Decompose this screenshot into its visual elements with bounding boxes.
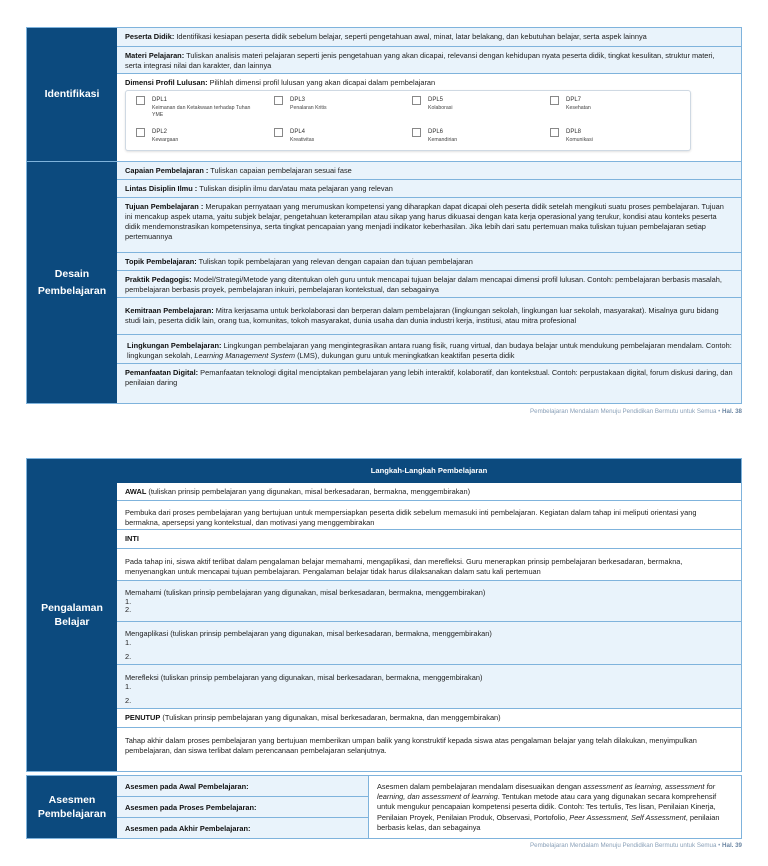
page-number: Hal. 38 <box>722 408 742 415</box>
pengalaman-label: Pengalaman Belajar <box>27 459 117 771</box>
memahami-row: Memahami (tuliskan prinsip pembelajaran yang digunakan, misal berkesadaran, bermakna, menggembirakan) 1. 2. <box>117 581 741 622</box>
dimensi-profil-row: Dimensi Profil Lulusan: Pilihlah dimensi profil lulusan yang akan dicapai dalam pembelajaran DPL1 Keimanan dan Ketakwaan terhadap Tuhan YME DPL3 Penalaran Kritis DPL5 Kolaborasi DPL7 Kesehatan DPL2 Kewargaan DPL4 Kreativitas DPL6 Kemandirian DPL8 Komunikasi <box>117 74 741 162</box>
desain-label: Desain Pembelajaran <box>27 162 117 403</box>
inti-desc-row: Pada tahap ini, siswa aktif terlibat dalam pengalaman belajar memahami, mengaplikasi, dan merefleksi. Guru menerapkan prinsip pembelajaran berkesadaran, bermakna, menyenangkan untuk mencapai tujuan pembelajaran. Pengalaman belajar tidak harus dilaksanakan dalam satu kali pertemuan <box>117 549 741 581</box>
langkah-header: Langkah-Langkah Pembelajaran <box>117 459 741 483</box>
asesmen-awal-row: Asesmen pada Awal Pembelajaran: <box>117 776 368 797</box>
asesmen-table <box>26 775 742 839</box>
pemanfaatan-digital-row: Pemanfaatan Digital: Pemanfaatan teknologi digital menciptakan pembelajaran yang lebih interaktif, kolaboratif, dan kontekstual. Contoh: perpustakaan digital, forum diskusi daring, dan penilaian daring <box>117 364 741 403</box>
dpl7-checkbox[interactable] <box>550 96 559 105</box>
dpl1-checkbox[interactable] <box>136 96 145 105</box>
identifikasi-table <box>26 27 742 162</box>
merefleksi-row: Merefleksi (tuliskan prinsip pembelajaran yang digunakan, misal berkesadaran, bermakna, menggembirakan) 1. 2. <box>117 665 741 709</box>
peserta-didik-row: Peserta Didik: Identifikasi kesiapan peserta didik sebelum belajar, seperti pengetahuan awal, minat, latar belakang, dan kebutuhan belajar, serta aspek lainnya <box>117 28 741 47</box>
dpl4-checkbox[interactable] <box>274 128 283 137</box>
kemitraan-row: Kemitraan Pembelajaran: Mitra kerjasama untuk berkolaborasi dan berperan dalam pembelajaran (lingkungan sekolah, lingkungan luar sekolah, masyarakat). Misalnya guru bidang studi lain, peserta didik lain, orang tua, komunitas, tokoh masyarakat, dunia usaha dan dunia industri kerja, institusi, atau mitra profesional <box>117 298 741 335</box>
dpl3-checkbox[interactable] <box>274 96 283 105</box>
page-number: Hal. 39 <box>722 842 742 849</box>
asesmen-label: Asesmen Pembelajaran <box>27 776 117 838</box>
pengalaman-table <box>26 458 742 772</box>
dpl-checkbox-panel: DPL1 Keimanan dan Ketakwaan terhadap Tuhan YME DPL3 Penalaran Kritis DPL5 Kolaborasi DPL7 Kesehatan DPL2 Kewargaan DPL4 Kreativitas DPL6 Kemandirian DPL8 Komunikasi <box>125 90 691 151</box>
awal-row: AWAL (tuliskan prinsip pembelajaran yang digunakan, misal berkesadaran, bermakna, menggembirakan) <box>117 483 741 501</box>
tujuan-row: Tujuan Pembelajaran : Merupakan pernyataan yang merumuskan kompetensi yang diharapkan dapat dicapai oleh peserta didik setelah mengikuti suatu proses pembelajaran. Tujuan ini mencakup aspek utama, yaitu subjek belajar, pengetahuan keterampilan atau sikap yang harus dikuasai dengan kata kerja operasional yang terukur, kondisi atau konteks peserta didik mendemonstrasikan kompetensinya, serta tingkat pencapaian yang menjadi indikator keberhasilan. Jika lebih dari satu pertemuan maka tuliskan tujuan pembelajaran setiap pertemuannya <box>117 198 741 253</box>
materi-pelajaran-row: Materi Pelajaran: Tuliskan analisis materi pelajaran seperti jenis pengetahuan yang akan dicapai, relevansi dengan kehidupan nyata peserta didik, tingkat kesulitan, struktur materi, serta integrasi nilai dan karakter, dan lainnya <box>117 47 741 74</box>
inti-row: INTI <box>117 530 741 549</box>
desain-table <box>26 161 742 404</box>
capaian-row: Capaian Pembelajaran : Tuliskan capaian pembelajaran sesuai fase <box>117 162 741 180</box>
praktik-pedagogis-row: Praktik Pedagogis: Model/Strategi/Metode yang ditentukan oleh guru untuk mencapai tujuan belajar dalam mencapai dimensi profil lulusan. Contoh: pembelajaran berbasis masalah, pembelajaran berbasis proyek, pembelajaran inkuiri, pembelajaran kontekstual, dan sebagainya <box>117 271 741 298</box>
asesmen-proses-row: Asesmen pada Proses Pembelajaran: <box>117 797 368 818</box>
penutup-row: PENUTUP (Tuliskan prinsip pembelajaran yang digunakan, misal berkesadaran, bermakna, dan menggembirakan) <box>117 709 741 728</box>
lingkungan-row: Lingkungan Pembelajaran: Lingkungan pembelajaran yang mengintegrasikan antara ruang fisik, ruang virtual, dan budaya belajar untuk mendukung pembelajaran mendalam. Contoh: lingkungan sekolah, Learning Management System (LMS), dukungan guru untuk meningkatkan keaktifan peserta didik <box>117 335 741 364</box>
dpl2-checkbox[interactable] <box>136 128 145 137</box>
lintas-disiplin-row: Lintas Disiplin Ilmu : Tuliskan disiplin ilmu dan/atau mata pelajaran yang relevan <box>117 180 741 198</box>
mengaplikasi-row: Mengaplikasi (tuliskan prinsip pembelajaran yang digunakan, misal berkesadaran, bermakna, menggembirakan) 1. 2. <box>117 622 741 665</box>
dpl6-checkbox[interactable] <box>412 128 421 137</box>
topik-row: Topik Pembelajaran: Tuliskan topik pembelajaran yang relevan dengan capaian dan tujuan pembelajaran <box>117 253 741 271</box>
page-footer-38: Pembelajaran Mendalam Menuju Pendidikan Bermutu untuk Semua • Hal. 38 <box>530 408 742 415</box>
page-footer-39: Pembelajaran Mendalam Menuju Pendidikan Bermutu untuk Semua • Hal. 39 <box>530 842 742 849</box>
dpl5-checkbox[interactable] <box>412 96 421 105</box>
penutup-desc-row: Tahap akhir dalam proses pembelajaran yang bertujuan memberikan umpan balik yang konstruktif kepada siswa atas pengalaman belajar yang telah dilakukan, menyimpulkan pembelajaran, dan siswa terlibat dalam perencanaan pembelajaran selanjutnya. <box>117 728 741 771</box>
dpl8-checkbox[interactable] <box>550 128 559 137</box>
asesmen-desc: Asesmen dalam pembelajaran mendalam disesuaikan dengan assessment as learning, assessment for learning, dan assessment of learning. Tentukan metode atau cara yang digunakan secara komprehensif untuk mengukur pencapaian kompetensi peserta didik. Contoh: Tes tertulis, Tes lisan, Penilaian Kinerja, Penilaian Proyek, Penilaian Produk, Observasi, Portofolio, Peer Assessment, Self Assessment, penilaian berbasis kelas, dan sebagainya <box>369 776 741 838</box>
identifikasi-label: Identifikasi <box>27 28 117 161</box>
asesmen-akhir-row: Asesmen pada Akhir Pembelajaran: <box>117 818 368 838</box>
awal-desc-row: Pembuka dari proses pembelajaran yang bertujuan untuk mempersiapkan peserta didik sebelum memasuki inti pembelajaran. Kegiatan dalam tahap ini meliputi orientasi yang bermakna, apersepsi yang kontekstual, dan motivasi yang menggembirakan <box>117 501 741 530</box>
